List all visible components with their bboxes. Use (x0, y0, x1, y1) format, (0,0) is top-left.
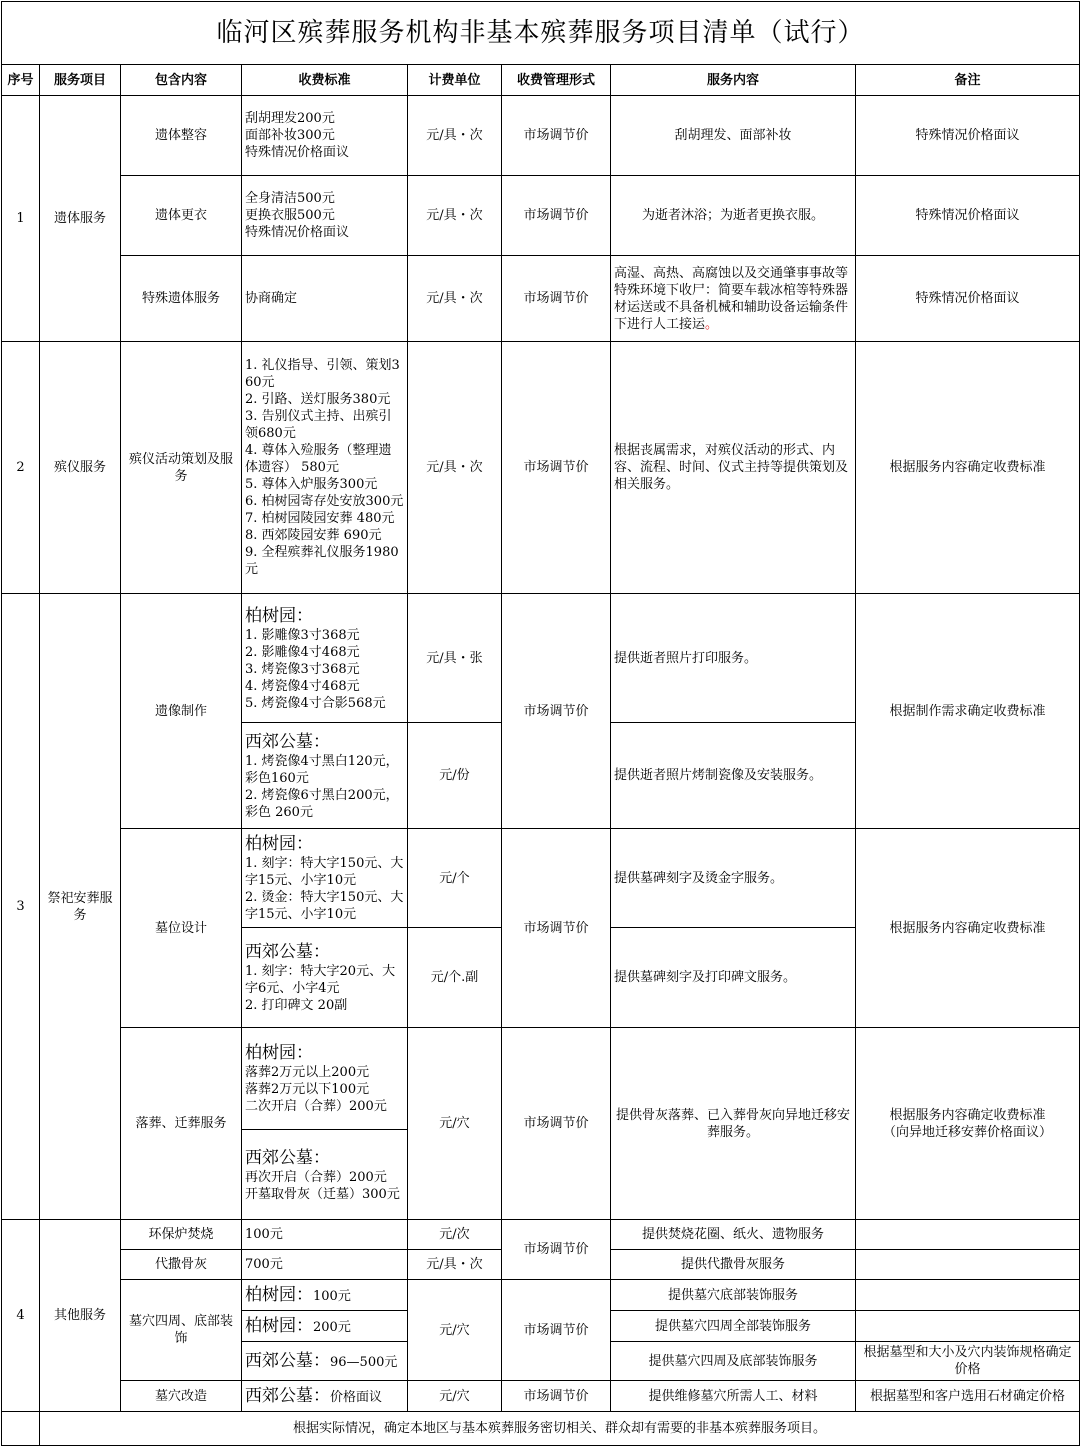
service-cell: 提供逝者照片打印服务。 (611, 594, 856, 723)
service-cell: 提供维修墓穴所需人工、材料 (611, 1381, 856, 1412)
fee-cell: 全身清洁500元 更换衣服500元 特殊情况价格面议 (242, 176, 408, 256)
note-cell (856, 1250, 1080, 1280)
fee-cell (242, 1381, 408, 1412)
table-row (2, 829, 1080, 928)
service-cell: 提供墓穴底部装饰服务 (611, 1280, 856, 1311)
note-cell: 根据服务内容确定收费标准 (856, 829, 1080, 1028)
fee-value: 价格面议 (330, 1390, 383, 1405)
unit-cell: 元/个.副 (408, 928, 502, 1028)
empty-cell (2, 1412, 40, 1446)
mgmt-cell: 市场调节价 (502, 1381, 611, 1412)
unit-cell: 元/具・次 (408, 342, 502, 594)
table-row (2, 256, 1080, 342)
unit-cell: 元/穴 (408, 1381, 502, 1412)
table-row (2, 1381, 1080, 1412)
unit-cell: 元/份 (408, 723, 502, 829)
mgmt-cell: 市场调节价 (502, 176, 611, 256)
row-number: 4 (2, 1220, 40, 1412)
service-cell: 刮胡理发、面部补妆 (611, 96, 856, 176)
content-cell: 墓穴改造 (121, 1381, 242, 1412)
header-cell: 收费标准 (242, 65, 408, 96)
mgmt-cell: 市场调节价 (502, 256, 611, 342)
table-row (2, 1280, 1080, 1311)
fee-list: 1. 影雕像3寸368元 2. 影雕像4寸468元 3. 烤瓷像3寸368元 4. 烤瓷像4寸468元 5. 烤瓷像4寸合影568元 (245, 627, 386, 711)
content-cell: 落葬、迁葬服务 (121, 1028, 242, 1220)
fee-cell: 100元 (242, 1220, 408, 1250)
service-item: 祭祀安葬服务 (40, 594, 121, 1220)
fee-location: 柏树园： (245, 834, 313, 854)
content-cell: 墓位设计 (121, 829, 242, 1028)
header-cell: 包含内容 (121, 65, 242, 96)
header-cell: 计费单位 (408, 65, 502, 96)
service-cell: 提供墓碑刻字及打印碑文服务。 (611, 928, 856, 1028)
unit-cell: 元/个 (408, 829, 502, 928)
fee-cell (242, 1342, 408, 1381)
unit-cell: 元/穴 (408, 1280, 502, 1381)
fee-cell: 1. 礼仪指导、引领、策划360元 2. 引路、送灯服务380元 3. 告别仪式主持、出殡引领680元 4. 尊体入殓服务（整理遗体遗容） 580元 5. 尊体入炉服务300元 6. 柏树园寄存处安放300元 7. 柏树园陵园安葬 480元 8. 西郊陵园安葬 690元 9. 全程殡葬礼仪服务1980元 (242, 342, 408, 594)
note-cell (856, 1280, 1080, 1311)
service-cell: 提供墓碑刻字及烫金字服务。 (611, 829, 856, 928)
fee-list: 落葬2万元以上200元 落葬2万元以下100元 二次开启（合葬）200元 (245, 1065, 387, 1114)
service-text: 高湿、高热、高腐蚀以及交通肇事事故等特殊环境下收尸：简要车载冰棺等特殊器材运送或不具备机械和辅助设备运输条件下进行人工接运 (614, 265, 849, 332)
unit-cell: 元/具・次 (408, 176, 502, 256)
note-cell: 根据服务内容确定收费标准 (856, 342, 1080, 594)
mgmt-cell: 市场调节价 (502, 342, 611, 594)
service-text-end: 。 (705, 316, 719, 332)
row-number: 2 (2, 342, 40, 594)
fee-location: 西郊公墓： (245, 1147, 330, 1168)
service-item: 遗体服务 (40, 96, 121, 342)
content-cell: 殡仪活动策划及服务 (121, 342, 242, 594)
note-cell: 根据服务内容确定收费标准 （向异地迁移安葬价格面议） (856, 1028, 1080, 1220)
service-cell: 为逝者沐浴；为逝者更换衣服。 (611, 176, 856, 256)
row-number: 1 (2, 96, 40, 342)
service-cell: 提供墓穴四周及底部装饰服务 (611, 1342, 856, 1381)
fee-value: 96—500元 (330, 1355, 398, 1370)
row-number: 3 (2, 594, 40, 1220)
content-cell: 遗体更衣 (121, 176, 242, 256)
fee-cell (242, 1130, 408, 1220)
fee-list: 1. 刻字：特大字150元、大字15元、小字10元 2. 烫金：特大字150元、大字15元、小字10元 (245, 856, 404, 922)
service-item: 其他服务 (40, 1220, 121, 1412)
service-item: 殡仪服务 (40, 342, 121, 594)
note-cell (856, 1311, 1080, 1342)
note-cell (856, 1220, 1080, 1250)
unit-cell: 元/次 (408, 1220, 502, 1250)
fee-cell (242, 1280, 408, 1311)
header-cell: 服务内容 (611, 65, 856, 96)
content-cell: 代撒骨灰 (121, 1250, 242, 1280)
unit-cell: 元/具・次 (408, 96, 502, 176)
fee-list: 1. 刻字：特大字20元、大字6元、小字4元 2. 打印碑文 20副 (245, 964, 396, 1013)
note-cell: 根据制作需求确定收费标准 (856, 594, 1080, 829)
fee-location: 西郊公墓： (245, 1351, 330, 1371)
header-cell: 收费管理形式 (502, 65, 611, 96)
unit-cell: 元/具・次 (408, 1250, 502, 1280)
note-cell: 根据墓型和大小及穴内装饰规格确定价格 (856, 1342, 1080, 1381)
fee-location: 柏树园： (245, 1043, 313, 1063)
mgmt-cell: 市场调节价 (502, 1028, 611, 1220)
mgmt-cell: 市场调节价 (502, 96, 611, 176)
fee-cell: 刮胡理发200元 面部补妆300元 特殊情况价格面议 (242, 96, 408, 176)
table-header (2, 65, 1080, 96)
service-cell (611, 256, 856, 342)
unit-cell: 元/具・次 (408, 256, 502, 342)
content-cell: 特殊遗体服务 (121, 256, 242, 342)
fee-list: 再次开启（合葬）200元 开墓取骨灰（迁墓）300元 (245, 1169, 400, 1202)
content-cell: 环保炉焚烧 (121, 1220, 242, 1250)
note-cell: 特殊情况价格面议 (856, 96, 1080, 176)
content-cell: 遗体整容 (121, 96, 242, 176)
header-cell: 序号 (2, 65, 40, 96)
table-row (2, 96, 1080, 176)
fee-cell: 协商确定 (242, 256, 408, 342)
service-cell: 根据丧属需求，对殡仪活动的形式、内容、流程、时间、仪式主持等提供策划及相关服务。 (611, 342, 856, 594)
page-title: 临河区殡葬服务机构非基本殡葬服务项目清单（试行） (2, 2, 1080, 65)
fee-cell (242, 594, 408, 723)
unit-cell: 元/穴 (408, 1028, 502, 1220)
fee-cell (242, 928, 408, 1028)
content-cell: 遗像制作 (121, 594, 242, 829)
unit-cell: 元/具・张 (408, 594, 502, 723)
fee-cell: 700元 (242, 1250, 408, 1280)
content-cell: 墓穴四周、底部装饰 (121, 1280, 242, 1381)
service-cell: 提供墓穴四周全部装饰服务 (611, 1311, 856, 1342)
table-row (2, 1028, 1080, 1130)
mgmt-cell: 市场调节价 (502, 594, 611, 829)
fee-cell (242, 1028, 408, 1130)
service-cell: 提供骨灰落葬、已入葬骨灰向异地迁移安葬服务。 (611, 1028, 856, 1220)
note-cell: 根据墓型和客户选用石材确定价格 (856, 1381, 1080, 1412)
fee-location: 柏树园： (245, 605, 313, 626)
service-cell: 提供代撒骨灰服务 (611, 1250, 856, 1280)
fee-location: 柏树园： (245, 1316, 313, 1336)
fee-cell (242, 1311, 408, 1342)
fee-cell (242, 829, 408, 928)
fee-location: 西郊公墓： (245, 1386, 330, 1406)
note-cell: 特殊情况价格面议 (856, 176, 1080, 256)
header-cell: 备注 (856, 65, 1080, 96)
table-row (2, 1412, 1080, 1446)
table-row (2, 342, 1080, 594)
mgmt-cell: 市场调节价 (502, 1220, 611, 1280)
footer-note: 根据实际情况，确定本地区与基本殡葬服务密切相关、群众却有需要的非基本殡葬服务项目。 (40, 1412, 1080, 1446)
mgmt-cell: 市场调节价 (502, 1280, 611, 1381)
fee-value: 200元 (313, 1320, 351, 1335)
table-row (2, 176, 1080, 256)
service-cell: 提供焚烧花圈、纸火、遗物服务 (611, 1220, 856, 1250)
note-cell: 特殊情况价格面议 (856, 256, 1080, 342)
header-cell: 服务项目 (40, 65, 121, 96)
table-row (2, 1220, 1080, 1250)
fee-table (1, 1, 1080, 1446)
fee-value: 100元 (313, 1289, 351, 1304)
fee-location: 西郊公墓： (245, 731, 330, 752)
fee-location: 柏树园： (245, 1285, 313, 1305)
fee-list: 1. 烤瓷像4寸黑白120元，彩色160元 2. 烤瓷像6寸黑白200元，彩色 260元 (245, 753, 399, 820)
mgmt-cell: 市场调节价 (502, 829, 611, 1028)
fee-cell (242, 723, 408, 829)
fee-location: 西郊公墓： (245, 942, 330, 962)
service-cell: 提供逝者照片烤制瓷像及安装服务。 (611, 723, 856, 829)
table-row (2, 594, 1080, 723)
